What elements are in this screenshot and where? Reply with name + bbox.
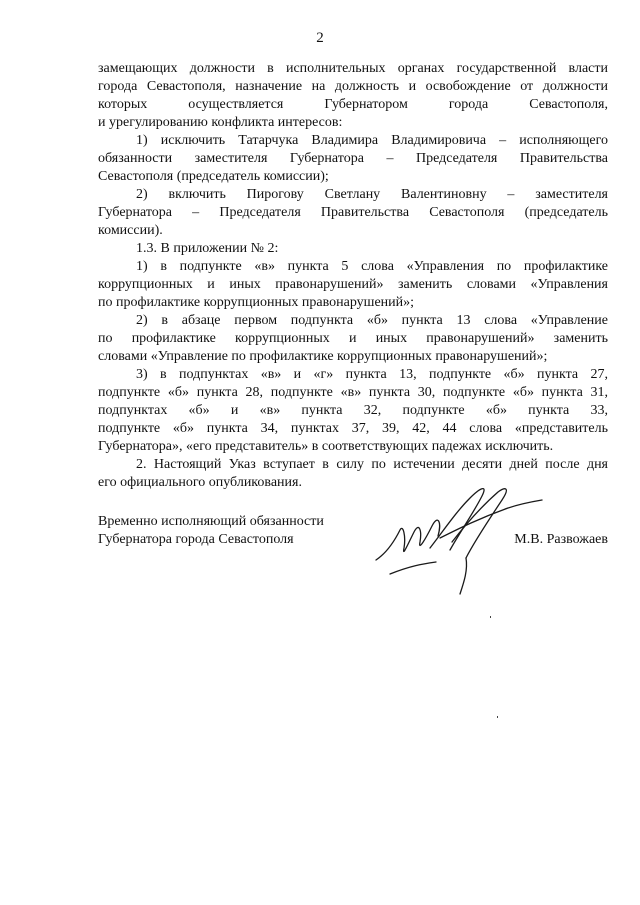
signatory-title-line-2: Губернатора города Севастополя	[98, 532, 294, 547]
signature-stroke-5	[460, 558, 467, 594]
text-line: 3) в подпунктах «в» и «г» пункта 13, подпункте «б» пункта 27,	[136, 367, 608, 382]
text-line: 2) включить Пирогову Светлану Валентиновну – заместителя	[136, 187, 608, 202]
signatory-name: М.В. Развожаев	[514, 532, 608, 547]
text-line: 2. Настоящий Указ вступает в силу по истечении десяти дней после дня	[136, 457, 608, 472]
text-line: подпунктах «б» и «в» пункта 32, подпункте «б» пункта 33,	[98, 403, 608, 418]
text-line: Севастополя (председатель комиссии);	[98, 169, 329, 184]
text-line: его официального опубликования.	[98, 475, 302, 490]
scan-speck	[490, 616, 491, 618]
signatory-title-line-1: Временно исполняющий обязанности	[98, 514, 324, 529]
text-line: и урегулированию конфликта интересов:	[98, 115, 343, 130]
signature-stroke-4	[440, 500, 542, 538]
page-number: 2	[316, 30, 324, 46]
text-line: по профилактике коррупционных правонарушений»;	[98, 295, 415, 310]
text-line: Губернатора», «его представитель» в соответствующих падежах исключить.	[98, 439, 554, 454]
text-line: обязанности заместителя Губернатора – Председателя Правительства	[98, 151, 608, 166]
signature-stroke-1	[376, 520, 440, 560]
text-line: 1) исключить Татарчука Владимира Владимировича – исполняющего	[136, 133, 608, 148]
text-line: подпункте «б» пункта 28, подпункте «в» пункта 30, подпункте «б» пункта 31,	[98, 385, 608, 400]
text-line: по профилактике коррупционных и иных правонарушений» заменить	[98, 331, 608, 346]
text-line: 2) в абзаце первом подпункта «б» пункта 13 слова «Управление	[136, 313, 608, 328]
text-line: 1.3. В приложении № 2:	[136, 241, 279, 256]
scan-speck	[497, 716, 498, 718]
text-line: Губернатора – Председателя Правительства Севастополя (председатель	[98, 205, 608, 220]
text-line: комиссии).	[98, 223, 163, 238]
text-line: словами «Управление по профилактике коррупционных правонарушений»;	[98, 349, 548, 364]
text-line: города Севастополя, назначение на должность и освобождение от должности	[98, 79, 608, 94]
text-line: которых осуществляется Губернатором города Севастополя,	[98, 97, 608, 112]
text-line: подпункте «б» пункта 34, пунктах 37, 39, 42, 44 слова «представитель	[98, 421, 608, 436]
text-line: 1) в подпункте «в» пункта 5 слова «Управления по профилактике	[136, 259, 608, 274]
signature-stroke-3	[452, 489, 506, 558]
signature-stroke-6	[390, 562, 436, 574]
handwritten-signature	[370, 478, 560, 598]
text-line: замещающих должности в исполнительных органах государственной власти	[98, 61, 608, 76]
text-line: коррупционных и иных правонарушений» заменить словами «Управления	[98, 277, 608, 292]
document-body	[98, 60, 608, 492]
